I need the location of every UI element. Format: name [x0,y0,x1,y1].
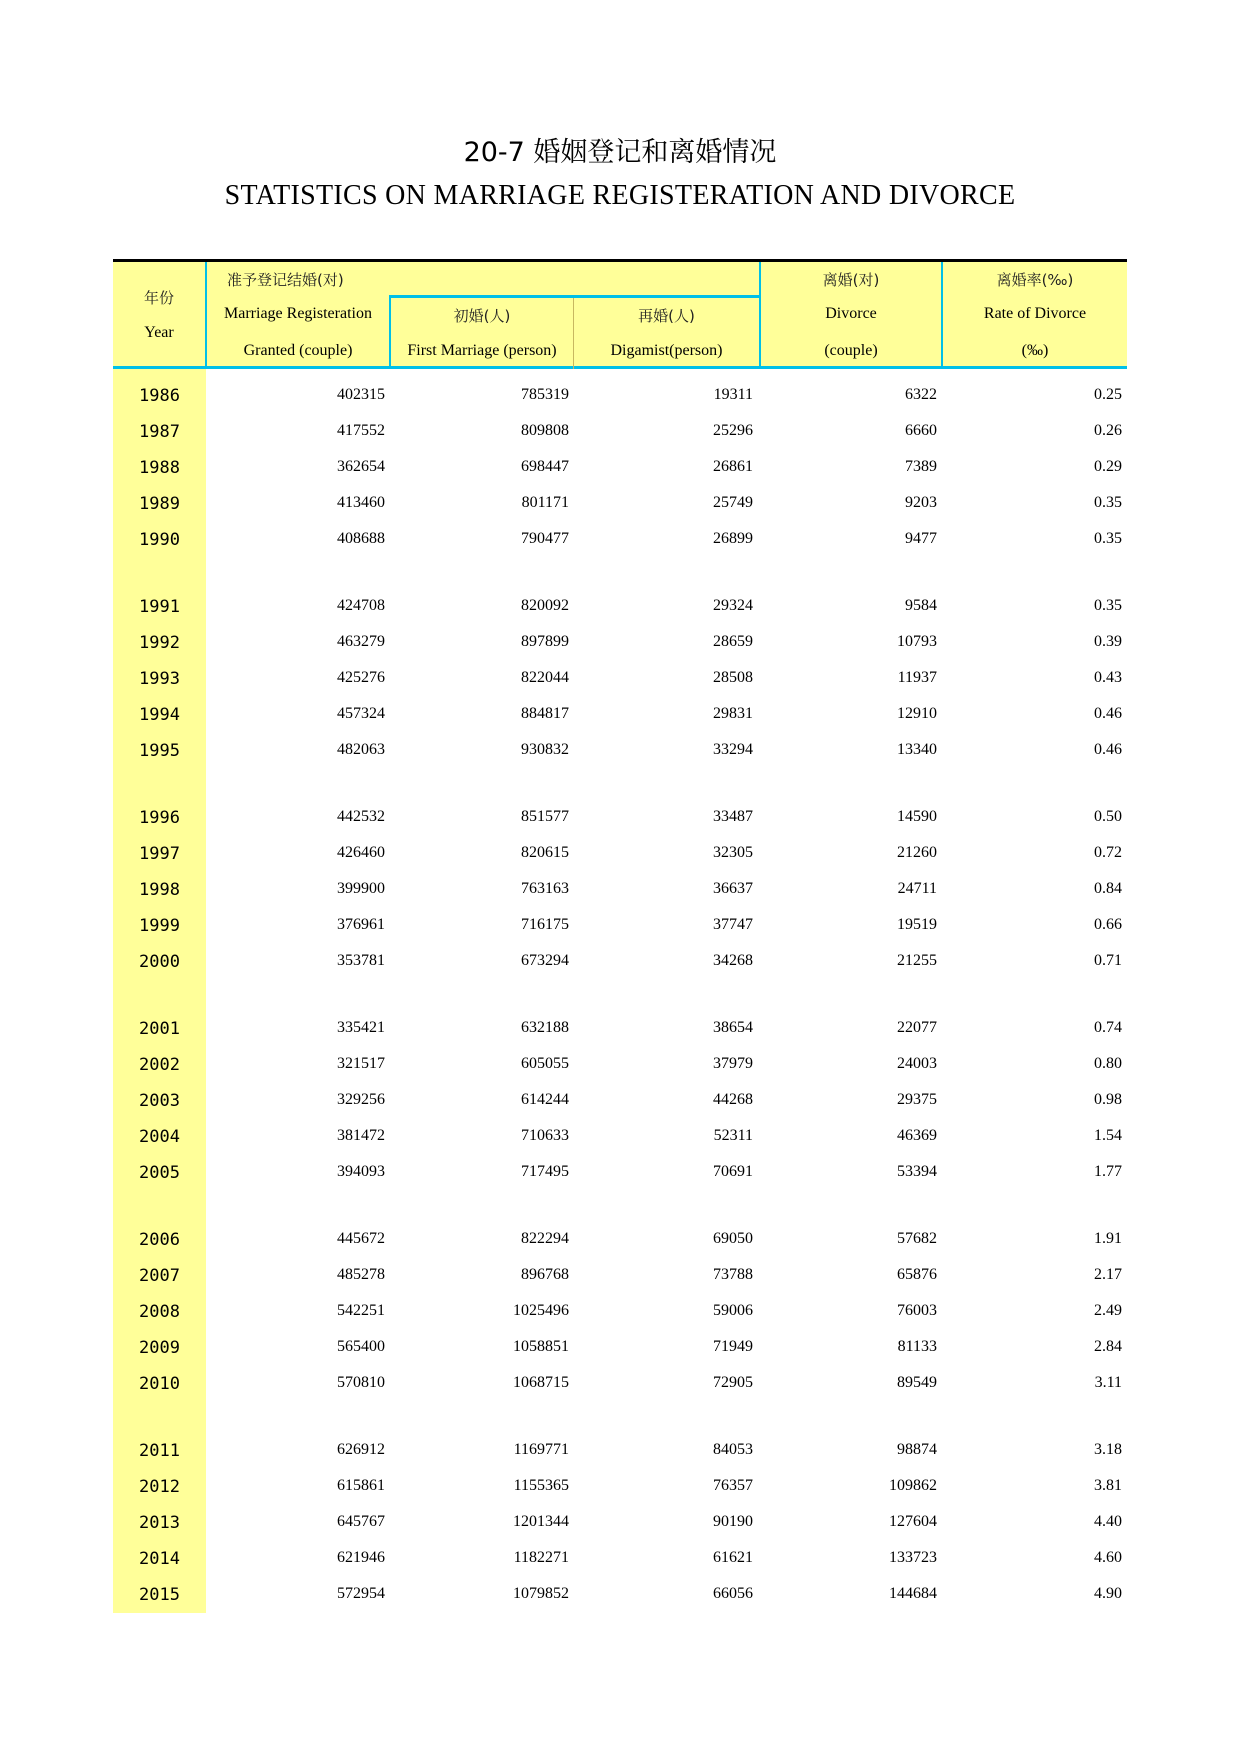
header-divorce-en-2: (couple) [824,342,878,359]
table-row [113,1577,1127,1613]
marriages-granted-cell: 424708 [337,597,385,614]
header-year-cn: 年份 [143,289,174,307]
digamist-cell: 36637 [713,880,753,897]
year-cell: 1990 [139,530,180,550]
year-cell: 2001 [139,1019,180,1039]
table-row [113,733,1127,769]
header-granted-en-1: Marriage Registeration [224,305,372,322]
table-row [113,522,1127,558]
first-marriage-cell: 673294 [521,952,569,969]
marriages-granted-cell: 485278 [337,1266,385,1283]
page-title-chinese: 20-7 婚姻登记和离婚情况 [463,137,777,168]
year-cell: 2004 [139,1127,180,1147]
marriages-granted-cell: 417552 [337,422,385,439]
year-cell: 1995 [139,741,180,761]
group-spacer [113,558,1127,589]
divorce-cell: 89549 [897,1374,937,1391]
divorce-cell: 9584 [905,597,937,614]
divorce-cell: 11937 [897,669,937,686]
marriages-granted-cell: 621946 [337,1549,385,1566]
divorce-rate-cell: 2.84 [1094,1338,1122,1355]
marriages-granted-cell: 445672 [337,1230,385,1247]
year-cell: 1998 [139,880,180,900]
digamist-cell: 84053 [713,1441,753,1458]
first-marriage-cell: 884817 [521,705,569,722]
first-marriage-cell: 632188 [521,1019,569,1036]
marriages-granted-cell: 457324 [337,705,385,722]
year-cell: 1994 [139,705,180,725]
digamist-cell: 90190 [713,1513,753,1530]
year-cell: 2003 [139,1091,180,1111]
year-cell: 2006 [139,1230,180,1250]
divorce-cell: 65876 [897,1266,937,1283]
table-row [113,1433,1127,1469]
first-marriage-cell: 1155365 [513,1477,569,1494]
first-marriage-cell: 717495 [521,1163,569,1180]
table-row [113,625,1127,661]
divorce-rate-cell: 1.77 [1094,1163,1122,1180]
marriages-granted-cell: 362654 [337,458,385,475]
table-row [113,1330,1127,1366]
marriages-granted-cell: 482063 [337,741,385,758]
divorce-rate-cell: 0.43 [1094,669,1122,686]
digamist-cell: 19311 [713,386,753,403]
marriages-granted-cell: 645767 [337,1513,385,1530]
first-marriage-cell: 822044 [521,669,569,686]
header-divorce-en-1: Divorce [825,305,877,322]
table-row [113,1047,1127,1083]
marriages-granted-cell: 399900 [337,880,385,897]
header-rate-en-2: (‰) [1021,342,1049,359]
digamist-cell: 28508 [713,669,753,686]
digamist-cell: 59006 [713,1302,753,1319]
first-marriage-cell: 801171 [521,494,569,511]
first-marriage-cell: 820092 [521,597,569,614]
divorce-rate-cell: 0.35 [1094,530,1122,547]
table-row [113,450,1127,486]
marriages-granted-cell: 426460 [337,844,385,861]
digamist-cell: 37747 [713,916,753,933]
table-row [113,1366,1127,1402]
divorce-rate-cell: 4.40 [1094,1513,1122,1530]
first-marriage-cell: 1169771 [513,1441,569,1458]
divorce-rate-cell: 3.18 [1094,1441,1122,1458]
first-marriage-cell: 716175 [521,916,569,933]
first-marriage-cell: 763163 [521,880,569,897]
marriages-granted-cell: 402315 [337,386,385,403]
first-marriage-cell: 790477 [521,530,569,547]
first-marriage-cell: 1182271 [513,1549,569,1566]
divorce-cell: 6660 [905,422,937,439]
digamist-cell: 66056 [713,1585,753,1602]
digamist-cell: 52311 [713,1127,753,1144]
header-granted-en-2: Granted (couple) [243,342,353,359]
divorce-rate-cell: 0.80 [1094,1055,1122,1072]
first-marriage-cell: 710633 [521,1127,569,1144]
year-cell: 2011 [139,1441,180,1461]
first-marriage-cell: 820615 [521,844,569,861]
table-row [113,1258,1127,1294]
table-row [113,378,1127,414]
table-header [113,259,1127,369]
divorce-cell: 24003 [897,1055,937,1072]
marriages-granted-cell: 542251 [337,1302,385,1319]
digamist-cell: 28659 [713,633,753,650]
table-row [113,1505,1127,1541]
table-row [113,1155,1127,1191]
marriages-granted-cell: 321517 [337,1055,385,1072]
divorce-cell: 29375 [897,1091,937,1108]
divorce-cell: 22077 [897,1019,937,1036]
header-rate-cn: 离婚率(‰) [996,271,1074,289]
divorce-cell: 57682 [897,1230,937,1247]
marriages-granted-cell: 335421 [337,1019,385,1036]
digamist-cell: 25296 [713,422,753,439]
first-marriage-cell: 1068715 [513,1374,569,1391]
digamist-cell: 73788 [713,1266,753,1283]
marriages-granted-cell: 353781 [337,952,385,969]
divorce-rate-cell: 0.46 [1094,741,1122,758]
divorce-cell: 109862 [889,1477,937,1494]
digamist-cell: 34268 [713,952,753,969]
divorce-cell: 7389 [905,458,937,475]
divorce-cell: 21260 [897,844,937,861]
divorce-rate-cell: 4.60 [1094,1549,1122,1566]
divorce-rate-cell: 0.46 [1094,705,1122,722]
marriages-granted-cell: 565400 [337,1338,385,1355]
first-marriage-cell: 1079852 [513,1585,569,1602]
table-row [113,800,1127,836]
divorce-rate-cell: 0.35 [1094,494,1122,511]
divorce-rate-cell: 0.25 [1094,386,1122,403]
group-spacer [113,1191,1127,1222]
first-marriage-cell: 785319 [521,386,569,403]
digamist-cell: 76357 [713,1477,753,1494]
digamist-cell: 72905 [713,1374,753,1391]
table-row [113,1083,1127,1119]
year-cell: 2002 [139,1055,180,1075]
divorce-rate-cell: 0.66 [1094,916,1122,933]
year-cell: 2010 [139,1374,180,1394]
divorce-rate-cell: 2.49 [1094,1302,1122,1319]
divorce-rate-cell: 0.98 [1094,1091,1122,1108]
header-first-cn: 初婚(人) [453,307,511,325]
first-marriage-cell: 698447 [521,458,569,475]
table-row [113,1119,1127,1155]
table-row [113,697,1127,733]
header-rate-en-1: Rate of Divorce [983,305,1087,322]
marriages-granted-cell: 408688 [337,530,385,547]
table-row [113,1011,1127,1047]
first-marriage-cell: 896768 [521,1266,569,1283]
first-marriage-cell: 930832 [521,741,569,758]
divorce-rate-cell: 0.84 [1094,880,1122,897]
marriages-granted-cell: 570810 [337,1374,385,1391]
digamist-cell: 29324 [713,597,753,614]
header-granted-cn: 准予登记结婚(对) [227,271,344,289]
digamist-cell: 33294 [713,741,753,758]
year-cell: 1999 [139,916,180,936]
divorce-rate-cell: 0.74 [1094,1019,1122,1036]
divorce-cell: 24711 [897,880,937,897]
year-cell: 2008 [139,1302,180,1322]
divorce-cell: 81133 [897,1338,937,1355]
year-cell: 1986 [139,386,180,406]
digamist-cell: 29831 [713,705,753,722]
divorce-cell: 6322 [905,386,937,403]
divorce-rate-cell: 1.54 [1094,1127,1122,1144]
divorce-rate-cell: 3.81 [1094,1477,1122,1494]
table-row [113,661,1127,697]
first-marriage-cell: 822294 [521,1230,569,1247]
marriages-granted-cell: 376961 [337,916,385,933]
marriages-granted-cell: 572954 [337,1585,385,1602]
divorce-cell: 10793 [897,633,937,650]
divorce-cell: 46369 [897,1127,937,1144]
year-cell: 1992 [139,633,180,653]
header-first-en: First Marriage (person) [407,342,557,359]
divorce-cell: 13340 [897,741,937,758]
header-digamist-cn: 再婚(人) [638,307,695,325]
header-year-en: Year [144,324,174,341]
digamist-cell: 33487 [713,808,753,825]
table-row [113,944,1127,980]
first-marriage-cell: 851577 [521,808,569,825]
divorce-cell: 12910 [897,705,937,722]
divorce-rate-cell: 0.26 [1094,422,1122,439]
marriages-granted-cell: 442532 [337,808,385,825]
first-marriage-cell: 614244 [521,1091,569,1108]
year-cell: 2014 [139,1549,180,1569]
divorce-cell: 133723 [889,1549,937,1566]
year-cell: 1993 [139,669,180,689]
table-row [113,1222,1127,1258]
divorce-cell: 21255 [897,952,937,969]
first-marriage-cell: 1025496 [513,1302,569,1319]
digamist-cell: 69050 [713,1230,753,1247]
digamist-cell: 61621 [713,1549,753,1566]
divorce-rate-cell: 3.11 [1094,1374,1122,1391]
divorce-rate-cell: 0.39 [1094,633,1122,650]
marriages-granted-cell: 463279 [337,633,385,650]
marriages-granted-cell: 626912 [337,1441,385,1458]
year-cell: 2012 [139,1477,180,1497]
table-body [113,378,1127,1613]
year-cell: 2007 [139,1266,180,1286]
divorce-cell: 76003 [897,1302,937,1319]
year-cell: 2015 [139,1585,180,1605]
year-cell: 2009 [139,1338,180,1358]
divider [389,295,761,298]
header-divorce-cn: 离婚(对) [822,271,880,289]
table-row [113,1294,1127,1330]
marriages-granted-cell: 381472 [337,1127,385,1144]
group-spacer [113,980,1127,1011]
divorce-rate-cell: 4.90 [1094,1585,1122,1602]
marriages-granted-cell: 615861 [337,1477,385,1494]
page-title-english: STATISTICS ON MARRIAGE REGISTERATION AND DIVORCE [224,180,1016,211]
divorce-cell: 144684 [889,1585,937,1602]
table-row [113,414,1127,450]
table-row [113,1541,1127,1577]
table-row [113,872,1127,908]
year-cell: 1997 [139,844,180,864]
digamist-cell: 71949 [713,1338,753,1355]
year-cell: 2013 [139,1513,180,1533]
digamist-cell: 32305 [713,844,753,861]
table-row [113,1469,1127,1505]
marriages-granted-cell: 425276 [337,669,385,686]
marriages-granted-cell: 413460 [337,494,385,511]
divorce-rate-cell: 0.35 [1094,597,1122,614]
marriages-granted-cell: 394093 [337,1163,385,1180]
first-marriage-cell: 605055 [521,1055,569,1072]
divorce-cell: 127604 [889,1513,937,1530]
first-marriage-cell: 897899 [521,633,569,650]
header-digamist-en: Digamist(person) [610,342,723,359]
year-cell: 1989 [139,494,180,514]
group-spacer [113,1402,1127,1433]
digamist-cell: 37979 [713,1055,753,1072]
table-row [113,486,1127,522]
divorce-rate-cell: 0.29 [1094,458,1122,475]
divorce-cell: 53394 [897,1163,937,1180]
first-marriage-cell: 809808 [521,422,569,439]
digamist-cell: 26861 [713,458,753,475]
digamist-cell: 26899 [713,530,753,547]
divorce-rate-cell: 0.50 [1094,808,1122,825]
divorce-cell: 19519 [897,916,937,933]
divorce-rate-cell: 0.72 [1094,844,1122,861]
first-marriage-cell: 1201344 [513,1513,569,1530]
divorce-rate-cell: 0.71 [1094,952,1122,969]
table-row [113,908,1127,944]
divorce-rate-cell: 2.17 [1094,1266,1122,1283]
divorce-cell: 9203 [905,494,937,511]
year-cell: 1996 [139,808,180,828]
divorce-rate-cell: 1.91 [1094,1230,1122,1247]
first-marriage-cell: 1058851 [513,1338,569,1355]
digamist-cell: 44268 [713,1091,753,1108]
divorce-cell: 14590 [897,808,937,825]
year-cell: 1987 [139,422,180,442]
group-spacer [113,769,1127,800]
digamist-cell: 25749 [713,494,753,511]
digamist-cell: 38654 [713,1019,753,1036]
year-cell: 2005 [139,1163,180,1183]
digamist-cell: 70691 [713,1163,753,1180]
year-cell: 2000 [139,952,180,972]
divorce-cell: 98874 [897,1441,937,1458]
table-row [113,589,1127,625]
year-cell: 1988 [139,458,180,478]
year-cell: 1991 [139,597,180,617]
marriages-granted-cell: 329256 [337,1091,385,1108]
divorce-cell: 9477 [905,530,937,547]
table-row [113,836,1127,872]
